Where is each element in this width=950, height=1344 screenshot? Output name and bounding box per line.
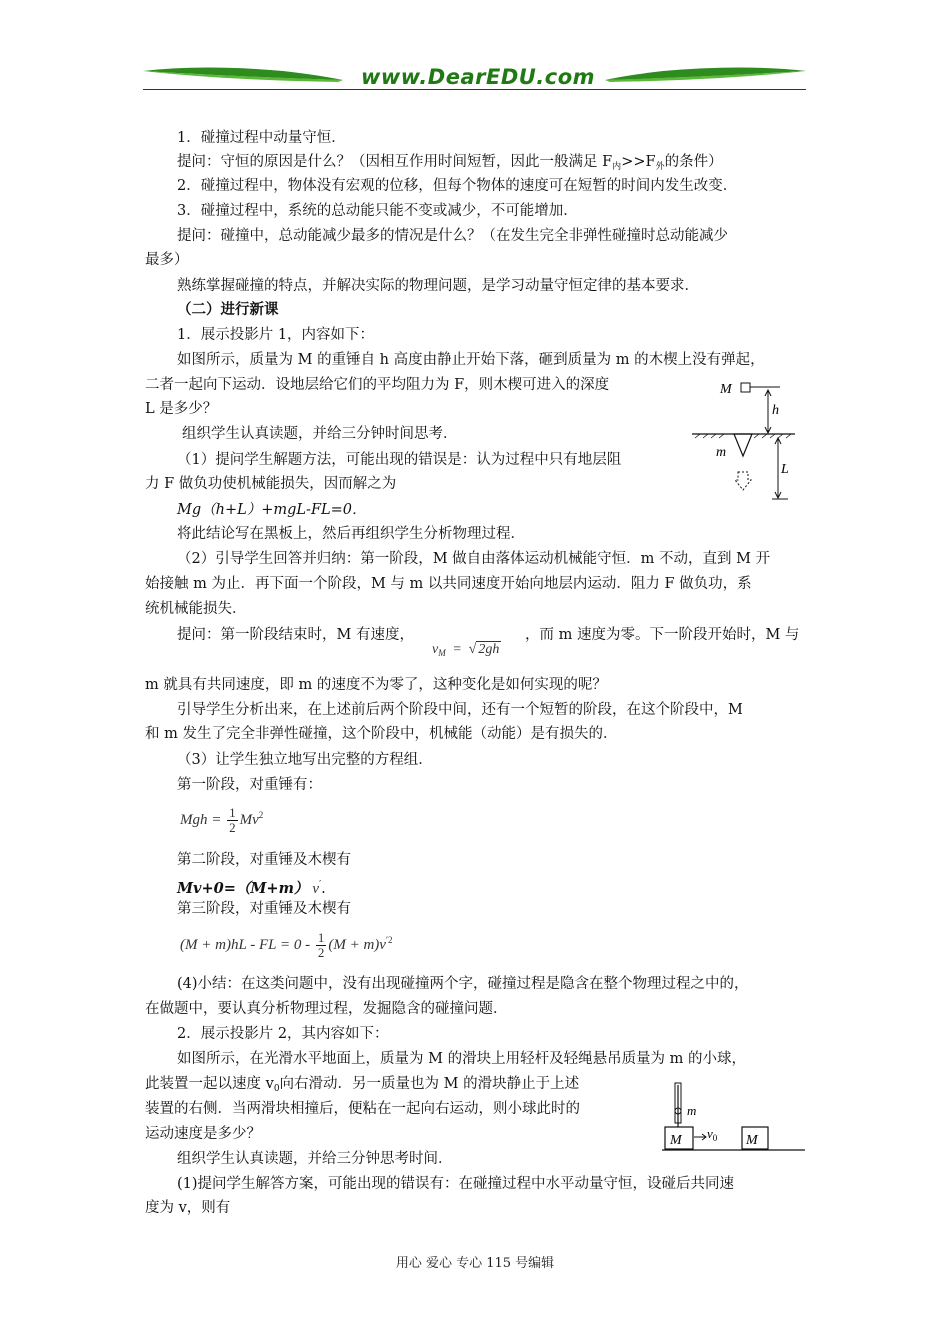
equation-momentum-stage2: Mv+0=（M+m） v′. <box>177 879 326 897</box>
text-line: 第一阶段，对重锤有： <box>177 777 322 793</box>
text-line: 装置的右侧．当两滑块相撞后，便粘在一起向右运动，则小球此时的 <box>145 1101 580 1117</box>
equation-energy-stage1: Mgh = $\frac{1}{2}$ Mv$^2$ <box>180 805 264 836</box>
text-line: 如图所示，在光滑水平地面上，质量为 M 的滑块上用轻杆及轻绳悬吊质量为 m 的小球， <box>177 1051 747 1067</box>
text-line: 此装置一起以速度 $v_0$向右滑动．另一质量也为 M 的滑块静止于上述 <box>145 1076 580 1094</box>
text-line: 运动速度是多少？ <box>145 1126 261 1142</box>
hammer-block <box>741 383 750 392</box>
figure-label-M: M <box>720 382 732 397</box>
figure-label-m: m <box>716 445 727 460</box>
text-line: （3）让学生独立地写出完整的方程组． <box>177 752 433 768</box>
text-line: ，而 m 速度为零。下一阶段开始时，M 与 <box>525 627 800 643</box>
text-line: 2．碰撞过程中，物体没有宏观的位移，但每个物体的速度可在短暂的时间内发生改变． <box>177 178 738 194</box>
text-line: (1)提问学生解答方案，可能出现的错误有：在碰撞过程中水平动量守恒，设碰后共同速 <box>177 1176 735 1192</box>
text-line: L 是多少？ <box>145 401 218 417</box>
text-line: 如图所示，质量为 M 的重锤自 h 高度由静止开始下落，砸到质量为 m 的木楔上没有弹起， <box>177 352 765 368</box>
text-line: 第三阶段，对重锤及木楔有 <box>177 901 351 917</box>
header-divider <box>143 89 806 90</box>
velocity-formula: $v_M$ = √ 2gh <box>432 642 500 658</box>
text-line: 2．展示投影片 2，其内容如下： <box>177 1026 389 1042</box>
figure-label-h: h <box>772 403 779 418</box>
wedge-shape <box>734 434 752 456</box>
text-line: 组织学生认真读题，并给三分钟思考时间． <box>177 1151 453 1167</box>
site-logo-text[interactable]: www.DearEDU.com <box>360 65 596 89</box>
text-line: 将此结论写在黑板上，然后再组织学生分析物理过程． <box>177 526 525 542</box>
text-line: 力 F 做负功使机械能损失，因而解之为 <box>145 476 397 492</box>
text-line: 引导学生分析出来，在上述前后两个阶段中间，还有一个短暂的阶段，在这个阶段中，M <box>177 702 743 718</box>
equation-energy-stage3: (M + m)hL - FL = 0 - $\frac{1}{2}$ $(M + m)v^{'2}$ <box>180 930 393 961</box>
equation-line: Mg（h+L）+mgL-FL=0． <box>177 502 367 518</box>
figure-label-M-left: M <box>670 1133 682 1148</box>
figure-label-m: m <box>687 1103 697 1118</box>
text-line: （2）引导学生回答并归纳：第一阶段，M 做自由落体运动机械能守恒．m 不动，直到 M 开 <box>177 551 771 567</box>
down-arrow-icon <box>735 472 751 490</box>
text-line: 提问：碰撞中，总动能减少最多的情况是什么？（在发生完全非弹性碰撞时总动能减少 <box>177 228 728 244</box>
text-line: 统机械能损失． <box>145 601 247 617</box>
figure-hammer-wedge <box>690 378 810 508</box>
text-line: 3．碰撞过程中，系统的总动能只能不变或减少，不可能增加． <box>177 203 578 219</box>
text-line: 第二阶段，对重锤及木楔有 <box>177 852 351 868</box>
text-line: 熟练掌握碰撞的特点，并解决实际的物理问题，是学习动量守恒定律的基本要求． <box>177 278 699 294</box>
page-footer: 用心 爱心 专心 115 号编辑 <box>395 1256 555 1271</box>
text-line: m 就具有共同速度，即 m 的速度不为零了，这种变化是如何实现的呢？ <box>145 677 607 693</box>
text-line: 最多） <box>145 252 189 268</box>
text-line: 组织学生认真读题，并给三分钟时间思考． <box>182 426 458 442</box>
text-line: (4)小结：在这类问题中，没有出现碰撞两个字，碰撞过程是隐含在整个物理过程之中的， <box>177 976 749 992</box>
text-line: （1）提问学生解题方法，可能出现的错误是：认为过程中只有地层阻 <box>177 452 622 468</box>
figure-label-M-right: M <box>746 1133 758 1148</box>
section-heading: （二）进行新课 <box>177 301 279 318</box>
text-line: 提问：守恒的原因是什么？（因相互作用时间短暂，因此一般满足 $F_内>>F_外$的条件） <box>177 154 723 172</box>
text-line: 二者一起向下运动．设地层给它们的平均阻力为 F，则木楔可进入的深度 <box>145 377 610 393</box>
text-line: 始接触 m 为止．再下面一个阶段，M 与 m 以共同速度开始向地层内运动．阻力 F 做负功，系 <box>145 576 752 592</box>
figure-sliders-pendulum <box>660 1080 810 1155</box>
text-line: 1．展示投影片 1，内容如下： <box>177 327 375 343</box>
text-line: 1．碰撞过程中动量守恒． <box>177 130 346 146</box>
text-line: 提问：第一阶段结束时，M 有速度， <box>177 627 414 643</box>
figure-label-L: L <box>781 462 789 477</box>
text-line: 和 m 发生了完全非弹性碰撞，这个阶段中，机械能（动能）是有损失的． <box>145 726 618 742</box>
text-line: 度为 v，则有 <box>145 1200 231 1216</box>
text-line: 在做题中，要认真分析物理过程，发掘隐含的碰撞问题． <box>145 1001 508 1017</box>
figure-label-v0: $v_0$ <box>707 1126 718 1143</box>
